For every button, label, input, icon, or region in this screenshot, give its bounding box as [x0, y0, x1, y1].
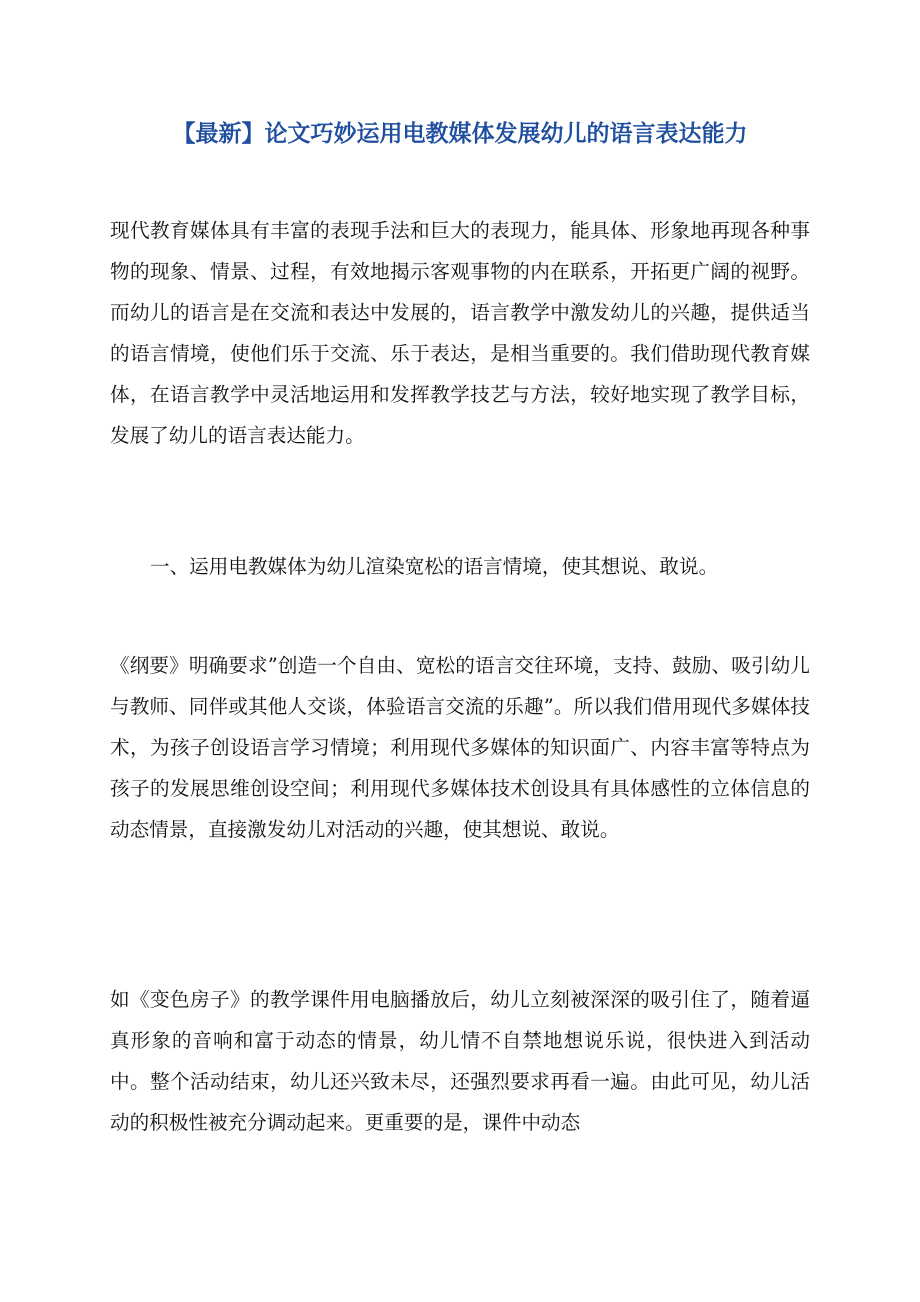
- section-heading: 一、运用电教媒体为幼儿渲染宽松的语言情境，使其想说、敢说。: [150, 555, 719, 578]
- body-paragraph: 《纲要》明确要求”创造一个自由、宽松的语言交往环境，支持、鼓励、吸引幼儿与教师、同伴或其他人交谈，体验语言交流的乐趣”。所以我们借用现代多媒体技术，为孩子创设语言学习情境；利用现代多媒体的知识面广、内容丰富等特点为孩子的发展思维创设空间；利用现代多媒体技术创设具有具体感性的立体信息的动态情景，直接激发幼儿对活动的兴趣，使其想说、敢说。: [110, 654, 810, 841]
- document-title: 【最新】论文巧妙运用电教媒体发展幼儿的语言表达能力: [172, 121, 748, 147]
- intro-paragraph: 现代教育媒体具有丰富的表现手法和巨大的表现力，能具体、形象地再现各种事物的现象、情景、过程，有效地揭示客观事物的内在联系，开拓更广阔的视野。而幼儿的语言是在交流和表达中发展的，语言教学中激发幼儿的兴趣，提供适当的语言情境，使他们乐于交流、乐于表达，是相当重要的。我们借助现代教育媒体，在语言教学中灵活地运用和发挥教学技艺与方法，较好地实现了教学目标，发展了幼儿的语言表达能力。: [110, 219, 810, 447]
- body-paragraph: 如《变色房子》的教学课件用电脑播放后，幼儿立刻被深深的吸引住了，随着逼真形象的音响和富于动态的情景，幼儿情不自禁地想说乐说，很快进入到活动中。整个活动结束，幼儿还兴致未尽，还强烈要求再看一遍。由此可见，幼儿活动的积极性被充分调动起来。更重要的是，课件中动态: [110, 988, 810, 1134]
